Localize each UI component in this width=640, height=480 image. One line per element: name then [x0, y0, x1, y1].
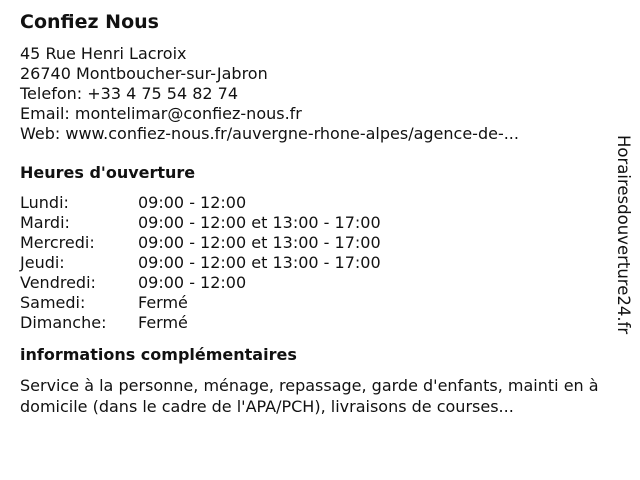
hours-time: 09:00 - 12:00 [138, 193, 247, 212]
hours-day: Dimanche: [20, 313, 107, 332]
hours-time: 09:00 - 12:00 [138, 273, 247, 292]
hours-day: Jeudi: [20, 253, 65, 272]
hours-day: Mercredi: [20, 233, 95, 252]
hours-day: Mardi: [20, 213, 70, 232]
hours-row-lundi [20, 193, 610, 213]
business-card [20, 10, 610, 417]
phone-line: Telefon: +33 4 75 54 82 74 [20, 84, 239, 103]
hours-time: Fermé [138, 313, 188, 332]
hours-day: Vendredi: [20, 273, 96, 292]
hours-table [20, 193, 610, 333]
hours-row-mardi [20, 213, 610, 233]
hours-day: Lundi: [20, 193, 69, 212]
web-line: Web: www.confiez-nous.fr/auvergne-rhone-alpes/agence-de-... [20, 124, 519, 143]
hours-row-dimanche [20, 313, 610, 333]
business-name: Confiez Nous [20, 11, 159, 33]
site-watermark: Horairesdouverture24.fr [614, 135, 633, 335]
hours-time: 09:00 - 12:00 et 13:00 - 17:00 [138, 233, 381, 252]
hours-row-jeudi [20, 253, 610, 273]
hours-day: Samedi: [20, 293, 86, 312]
hours-heading: Heures d'ouverture [20, 163, 196, 182]
hours-time: 09:00 - 12:00 et 13:00 - 17:00 [138, 253, 381, 272]
hours-time: Fermé [138, 293, 188, 312]
hours-time: 09:00 - 12:00 et 13:00 - 17:00 [138, 213, 381, 232]
info-text: Service à la personne, ménage, repassage, garde d'enfants, mainti en à domicile (dans le cadre de l'APA/PCH), livraisons de courses... [20, 376, 599, 416]
email-line: Email: montelimar@confiez-nous.fr [20, 104, 302, 123]
hours-row-mercredi [20, 233, 610, 253]
address-city: 26740 Montboucher-sur-Jabron [20, 64, 268, 83]
address-street: 45 Rue Henri Lacroix [20, 44, 187, 63]
info-heading: informations complémentaires [20, 345, 297, 364]
contact-block [20, 44, 610, 144]
hours-row-samedi [20, 293, 610, 313]
hours-row-vendredi [20, 273, 610, 293]
